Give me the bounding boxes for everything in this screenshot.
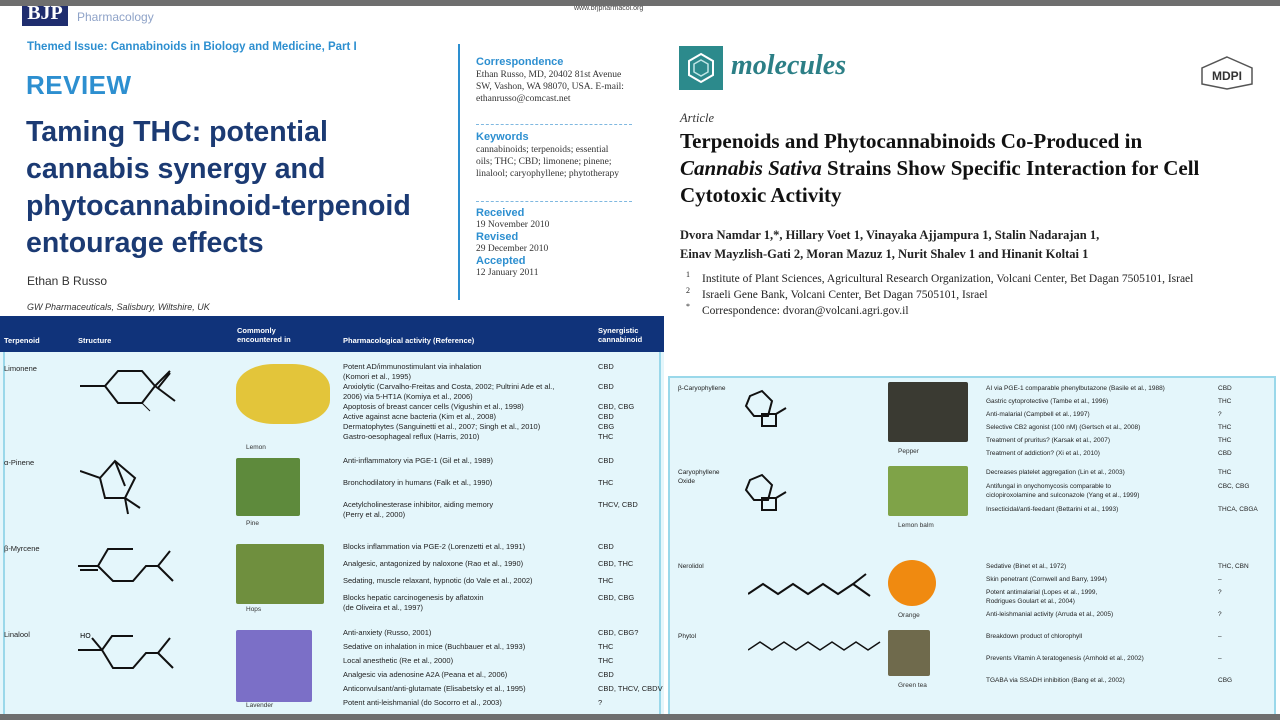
activity-text: Treatment of addiction? (Xi et al., 2010) xyxy=(986,450,1100,457)
activity-text: Anti-anxiety (Russo, 2001) xyxy=(343,628,432,637)
svg-text:HO: HO xyxy=(80,632,91,640)
title-part2: Strains Show Specific Interaction for Cell Cytotoxic Activity xyxy=(680,156,1200,207)
molecules-title xyxy=(680,128,1270,209)
molecules-paper xyxy=(664,6,1280,714)
bjp-url: www.brjpharmacol.org xyxy=(574,6,644,12)
activity-text: Apoptosis of breast cancer cells (Vigushin et al., 1998) xyxy=(343,402,524,411)
activity-text: Gastro-oesophageal reflux (Harris, 2010) xyxy=(343,432,480,441)
cannabinoid-text: ? xyxy=(1218,411,1222,418)
activity-text: Acetylcholinesterase inhibitor, aiding memory xyxy=(343,500,494,509)
table-header xyxy=(0,316,664,352)
activity-text: AI via PGE-1 comparable phenylbutazone (Basile et al., 1988) xyxy=(986,385,1165,392)
activity-text: Analgesic via adenosine A2A (Peana et al., 2006) xyxy=(343,670,508,679)
header-terpenoid: Terpenoid xyxy=(4,336,40,345)
caryophyllene-oxide-structure xyxy=(740,470,790,520)
photo-caption: Green tea xyxy=(898,682,927,689)
caryophyllene-structure xyxy=(740,386,790,436)
bjp-journal-name: Pharmacology xyxy=(77,10,154,24)
terpenoid-name: β-Caryophyllene xyxy=(678,385,726,392)
activity-text: Insecticidal/anti-feedant (Bettarini et al., 1993) xyxy=(986,506,1119,513)
revised-label: Revised xyxy=(476,231,519,243)
terpenoid-photo xyxy=(888,630,930,676)
activity-text: Gastric cytoprotective (Tambe et al., 1996) xyxy=(986,398,1109,405)
cannabinoid-text: CBD, CBG xyxy=(598,593,635,602)
paper-author: Ethan B Russo xyxy=(27,274,108,288)
activity-text: Breakdown product of chlorophyll xyxy=(986,633,1083,640)
linalool-structure xyxy=(78,628,178,678)
terpenoid-photo xyxy=(888,466,968,516)
activity-text: Bronchodilatory in humans (Falk et al., 1990) xyxy=(343,478,493,487)
received-date: 19 November 2010 xyxy=(476,220,550,230)
terpenoid-name: Caryophyllene Oxide xyxy=(678,469,720,485)
terpenoid-name: Limonene xyxy=(4,364,37,373)
activity-text: Antifungal in onychomycosis comparable to xyxy=(986,483,1112,490)
sidebar-rule xyxy=(476,201,632,202)
activity-text: (de Oliveira et al., 1997) xyxy=(343,603,424,612)
activity-text: Sedating, muscle relaxant, hypnotic (do Vale et al., 2002) xyxy=(343,576,533,585)
activity-text: Sedative on inhalation in mice (Buchbauer et al., 1993) xyxy=(343,642,526,651)
cannabinoid-text: THC xyxy=(598,642,614,651)
photo-caption: Lemon xyxy=(246,444,266,451)
activity-text: Anxiolytic (Carvalho-Freitas and Costa, 2002; Pultrini Ade et al., xyxy=(343,382,555,391)
activity-text: Analgesic, antagonized by naloxone (Rao et al., 1990) xyxy=(343,559,524,568)
cannabinoid-text: CBD xyxy=(598,456,614,465)
terpenoid-photo xyxy=(888,382,968,442)
cannabinoid-text: CBG xyxy=(598,422,615,431)
molecules-authors xyxy=(680,226,1270,264)
affiliation-1: $^1$ Institute of Plant Sciences, Agricultural Research Organization, Volcani Center, Bet Dagan 7505101, Israel xyxy=(686,270,1194,285)
cannabinoid-text: THC xyxy=(598,432,614,441)
terpenoid-photo xyxy=(236,630,312,702)
header-structure: Structure xyxy=(78,336,112,345)
cannabinoid-text: CBD xyxy=(598,382,614,391)
dates-block xyxy=(476,207,636,279)
cannabinoid-text: THC xyxy=(598,576,614,585)
header-activity: Pharmacological activity (Reference) xyxy=(343,336,475,345)
cannabinoid-text: CBD, THC xyxy=(598,559,634,568)
activity-text: Local anesthetic (Re et al., 2000) xyxy=(343,656,454,665)
myrcene-structure xyxy=(78,541,178,591)
cannabinoid-text: CBD xyxy=(1218,385,1232,392)
cannabinoid-text: – xyxy=(1218,576,1222,583)
activity-text: Decreases platelet aggregation (Lin et al., 2003) xyxy=(986,469,1125,476)
activity-text: Anti-leishmanial activity (Arruda et al., 2005) xyxy=(986,611,1114,618)
activity-text: 2006) via 5-HT1A (Komiya et al., 2006) xyxy=(343,392,473,401)
activity-text: Potent antimalarial (Lopes et al., 1999, xyxy=(986,589,1098,596)
activity-text: Prevents Vitamin A teratogenesis (Arnhold et al., 2002) xyxy=(986,655,1144,662)
correspondence-text: Ethan Russo, MD, 20402 81st Avenue SW, Vashon, WA 98070, USA. E-mail: ethanrusso@comcast.net xyxy=(476,70,624,104)
cannabinoid-text: CBD xyxy=(598,412,614,421)
molecules-journal-name: molecules xyxy=(731,50,847,81)
activity-text: Potent AD/immunostimulant via inhalation xyxy=(343,362,482,371)
nerolidol-structure xyxy=(748,564,878,604)
received-label: Received xyxy=(476,207,525,219)
activity-text: (Perry et al., 2000) xyxy=(343,510,406,519)
phytol-structure xyxy=(748,630,888,660)
cannabinoid-text: CBD xyxy=(598,362,614,371)
terpenoid-photo xyxy=(888,560,936,606)
correspondence-block xyxy=(476,56,636,105)
revised-date: 29 December 2010 xyxy=(476,244,549,254)
terpenoid-photo xyxy=(236,458,300,516)
terpenoid-name: Linalool xyxy=(4,630,30,639)
paper-affiliation: GW Pharmaceuticals, Salisbury, Wiltshire, UK xyxy=(27,302,210,312)
photo-caption: Pine xyxy=(246,520,260,527)
cannabinoid-text: ? xyxy=(598,698,603,707)
mdpi-text: MDPI xyxy=(1212,69,1242,83)
section-label: REVIEW xyxy=(26,70,132,100)
cannabinoid-text: – xyxy=(1218,633,1222,640)
slide-frame xyxy=(0,6,1280,714)
terpenoid-name: α-Pinene xyxy=(4,458,35,467)
terpenoid-photo xyxy=(236,364,330,424)
cannabinoid-text: THC xyxy=(598,478,614,487)
activity-text: Anticonvulsant/anti-glutamate (Elisabetsky et al., 1995) xyxy=(343,684,526,693)
photo-caption: Pepper xyxy=(898,448,919,455)
limonene-structure xyxy=(80,361,180,431)
article-type: Article xyxy=(680,111,715,125)
pinene-structure xyxy=(80,456,150,516)
activity-text: Sedative (Binet et al., 1972) xyxy=(986,563,1067,570)
terpenoid-table xyxy=(0,316,664,714)
activity-text: Anti-malarial (Campbell et al., 1997) xyxy=(986,411,1090,418)
cannabinoid-text: THC xyxy=(1218,437,1232,444)
activity-text: ciclopiroxolamine and sulconazole (Yang et al., 1999) xyxy=(986,492,1140,499)
affiliation-correspondence: * Correspondence: dvoran@volcani.agri.gov.il xyxy=(686,302,909,317)
molecules-logo-icon xyxy=(679,46,723,90)
cannabinoid-text: THCA, CBGA xyxy=(1218,506,1258,513)
terpenoid-name: β-Myrcene xyxy=(4,544,40,553)
correspondence-label: Correspondence xyxy=(476,56,564,68)
paper-title: Taming THC: potential cannabis synergy and phytocannabinoid-terpenoid entourage effects xyxy=(26,116,411,259)
cannabinoid-text: ? xyxy=(1218,589,1222,596)
terpenoid-photo xyxy=(236,544,324,604)
photo-caption: Hops xyxy=(246,606,262,613)
activity-text: TGABA via SSADH inhibition (Bang et al., 2002) xyxy=(986,677,1125,684)
cannabinoid-text: THC xyxy=(1218,424,1232,431)
accepted-label: Accepted xyxy=(476,255,526,267)
keywords-label: Keywords xyxy=(476,131,529,143)
sidebar-divider xyxy=(458,44,460,300)
cannabinoid-text: CBD, THCV, CBDV xyxy=(598,684,663,693)
title-italic: Cannabis Sativa xyxy=(680,156,822,180)
cannabinoid-text: CBD, CBG? xyxy=(598,628,639,637)
cannabinoid-text: CBD xyxy=(598,542,614,551)
activity-text: Blocks hepatic carcinogenesis by aflatoxin xyxy=(343,593,484,602)
activity-text: (Komori et al., 1995) xyxy=(343,372,411,381)
cannabinoid-text: CBG xyxy=(1218,677,1233,684)
cannabinoid-text: CBD xyxy=(1218,450,1232,457)
keywords-text: cannabinoids; terpenoids; essential oils; THC; CBD; limonene; pinene; linalool; caryophyllene; phytotherapy xyxy=(476,145,619,179)
cannabinoid-text: THC xyxy=(1218,398,1232,405)
cannabinoid-text: CBD xyxy=(598,670,614,679)
cannabinoid-text: THC xyxy=(598,656,614,665)
authors-line2: Einav Mayzlish-Gati 2, Moran Mazuz 1, Nurit Shalev 1 and Hinanit Koltai 1 xyxy=(680,247,1089,261)
terpenoid-name: Phytol xyxy=(678,633,697,640)
activity-text: Active against acne bacteria (Kim et al., 2008) xyxy=(343,412,496,421)
activity-text: Blocks inflammation via PGE-2 (Lorenzetti et al., 1991) xyxy=(343,542,526,551)
cannabinoid-text: – xyxy=(1218,655,1222,662)
bjp-paper xyxy=(0,6,664,714)
photo-caption: Lavender xyxy=(246,702,274,709)
sidebar-rule xyxy=(476,124,632,125)
authors-line1: Dvora Namdar 1,*, Hillary Voet 1, Vinayaka Ajjampura 1, Stalin Nadarajan 1, xyxy=(680,228,1100,242)
activity-text: Anti-inflammatory via PGE-1 (Gil et al., 1989) xyxy=(343,456,494,465)
cannabinoid-text: THCV, CBD xyxy=(598,500,638,509)
cannabinoid-text: CBD, CBG xyxy=(598,402,635,411)
mdpi-logo xyxy=(1200,56,1254,90)
header-encountered: Commonly encountered in xyxy=(237,326,291,344)
activity-text: Potent anti-leishmanial (do Socorro et al., 2003) xyxy=(343,698,502,707)
activity-text: Skin penetrant (Cornwell and Barry, 1994) xyxy=(986,576,1107,583)
activity-text: Rodrigues Goulart et al., 2004) xyxy=(986,598,1075,605)
affiliation-2: $^2$ Israeli Gene Bank, Volcani Center, Bet Dagan 7505101, Israel xyxy=(686,286,988,301)
title-part1: Terpenoids and Phytocannabinoids Co-Produced in xyxy=(680,129,1143,153)
activity-text: Treatment of pruritus? (Karsak et al., 2007) xyxy=(986,437,1111,444)
cannabinoid-text: CBC, CBG xyxy=(1218,483,1250,490)
accepted-date: 12 January 2011 xyxy=(476,268,539,278)
cannabinoid-text: ? xyxy=(1218,611,1222,618)
keywords-block xyxy=(476,131,636,180)
activity-text: Dermatophytes (Sanguinetti et al., 2007; Singh et al., 2010) xyxy=(343,422,541,431)
photo-caption: Lemon balm xyxy=(898,522,934,529)
terpenoid-name: Nerolidol xyxy=(678,563,704,570)
cannabinoid-text: THC, CBN xyxy=(1218,563,1249,570)
cannabinoid-text: THC xyxy=(1218,469,1232,476)
photo-caption: Orange xyxy=(898,612,920,619)
header-cannabinoid: Synergistic cannabinoid xyxy=(598,326,643,344)
terpenoid-table-continued xyxy=(668,376,1276,714)
activity-text: Selective CB2 agonist (100 nM) (Gertsch et al., 2008) xyxy=(986,424,1141,431)
bjp-logo: BJP xyxy=(22,6,68,26)
themed-issue: Themed Issue: Cannabinoids in Biology and Medicine, Part I xyxy=(27,41,357,53)
